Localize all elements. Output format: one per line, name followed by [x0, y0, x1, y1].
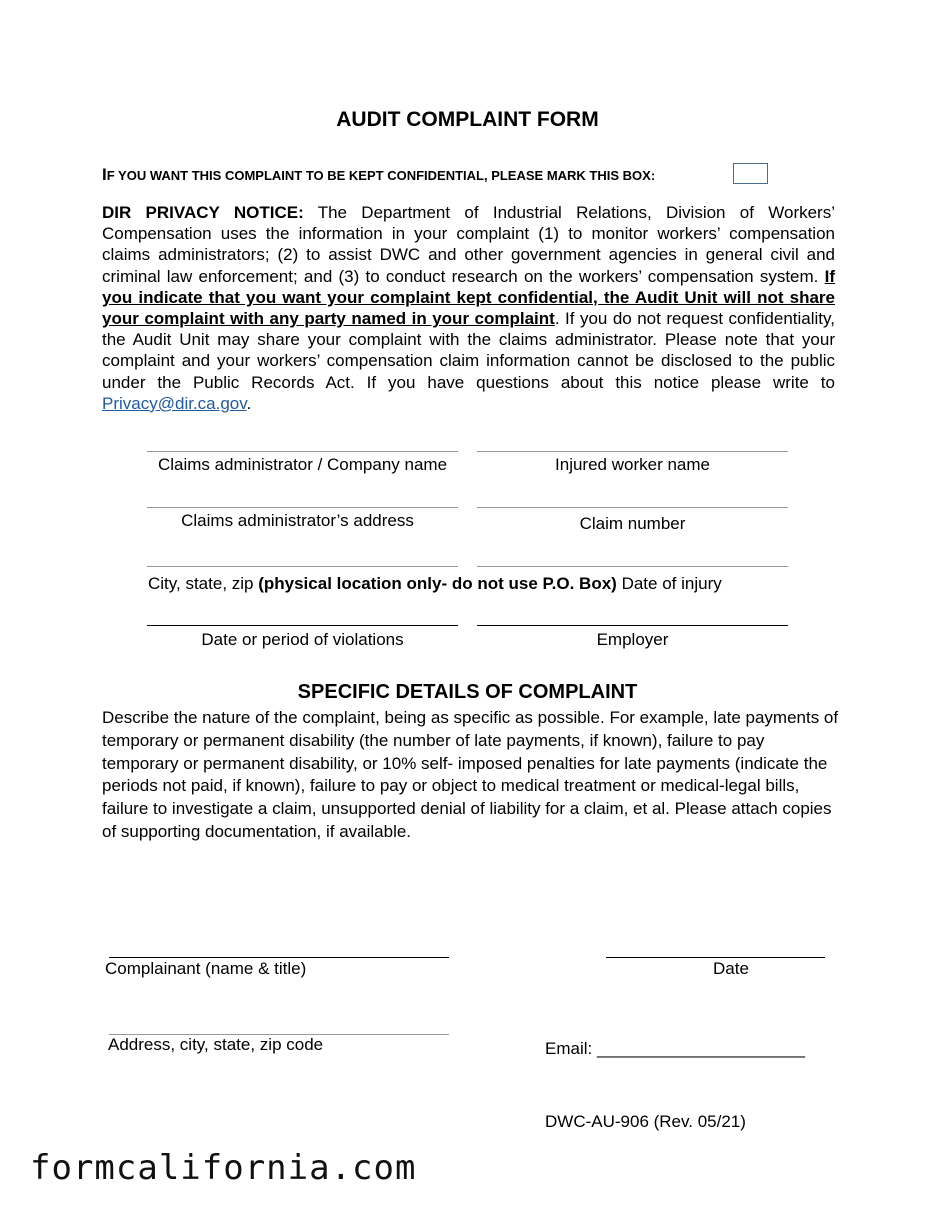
date-violations-label: Date or period of violations: [201, 630, 404, 649]
claim-number-label: Claim number: [579, 514, 686, 533]
claims-admin-address-label: Claims administrator’s address: [181, 511, 414, 530]
employer-line[interactable]: [477, 625, 788, 626]
injured-worker-label: Injured worker name: [555, 455, 710, 474]
date-of-injury-label: Date of injury: [616, 574, 722, 593]
date-violations-line[interactable]: [147, 625, 458, 626]
signature-date-label: Date: [713, 959, 749, 978]
city-state-zip-line[interactable]: [147, 566, 458, 567]
email-field[interactable]: Email: ______________________: [545, 1039, 805, 1058]
privacy-notice: [102, 202, 835, 414]
injured-worker-line[interactable]: [477, 451, 788, 452]
watermark-text: formcalifornia.com: [30, 1148, 417, 1188]
employer-label: Employer: [596, 630, 669, 649]
claims-admin-company-label: Claims administrator / Company name: [157, 455, 448, 474]
claims-admin-address-line[interactable]: [147, 507, 458, 508]
confidential-checkbox[interactable]: [733, 163, 768, 184]
physical-location-note: (physical location only- do not use P.O. Box): [258, 574, 617, 593]
claims-admin-company-line[interactable]: [147, 451, 458, 452]
confidential-prompt-initial: I: [102, 165, 107, 184]
confidential-prompt: [102, 165, 655, 185]
privacy-notice-text-1: The Department of Industrial Relations, Division of Workers’ Compensation uses the information in your complaint (1) to monitor workers’ compensation claims administrators; (2) to assist DWC and other government agencies in general civil and criminal law enforcement; and (3) to conduct research on the workers’ compensation system.: [102, 203, 835, 286]
privacy-notice-text-2: . If you do not request confidentiality, the Audit Unit may share your complaint with the claims administrator. Please note that your complaint and your workers’ compensation claim information cannot be disclosed to the public under the Public Records Act. If you have questions about this notice please write to: [102, 309, 835, 392]
city-state-zip-text: City, state, zip: [148, 574, 259, 593]
details-heading: SPECIFIC DETAILS OF COMPLAINT: [297, 681, 638, 703]
date-of-injury-line[interactable]: [477, 566, 788, 567]
claim-number-line[interactable]: [477, 507, 788, 508]
confidential-prompt-text: F YOU WANT THIS COMPLAINT TO BE KEPT CONFIDENTIAL, PLEASE MARK THIS BOX:: [106, 168, 656, 183]
form-number: DWC-AU-906 (Rev. 05/21): [545, 1112, 746, 1131]
signature-date-line[interactable]: [606, 957, 825, 958]
complainant-address-label: Address, city, state, zip code: [108, 1035, 324, 1054]
privacy-notice-heading: DIR PRIVACY NOTICE:: [102, 203, 304, 222]
complainant-line[interactable]: [109, 957, 449, 958]
privacy-notice-text-3: .: [246, 393, 252, 413]
complainant-label: Complainant (name & title): [105, 959, 307, 978]
details-instructions: Describe the nature of the complaint, being as specific as possible. For example, late payments of temporary or permanent disability (the number of late payments, if known), failure to pay temporary or permanent disability, or 10% self- imposed penalties for late payments (indicate the periods not paid, if known), failure to pay or object to medical treatment or medical-legal bills, failure to investigate a claim, unsupported denial of liability for a claim, et al. Please attach copies of supporting documentation, if available.: [102, 708, 839, 841]
privacy-notice-confidential-clause: If you indicate that you want your complaint kept confidential, the Audit Unit will not share your complaint with any party named in your complaint: [102, 266, 835, 329]
city-state-zip-label: [148, 574, 722, 594]
form-title: AUDIT COMPLAINT FORM: [336, 108, 599, 131]
privacy-email-link[interactable]: Privacy@dir.ca.gov: [102, 393, 247, 413]
